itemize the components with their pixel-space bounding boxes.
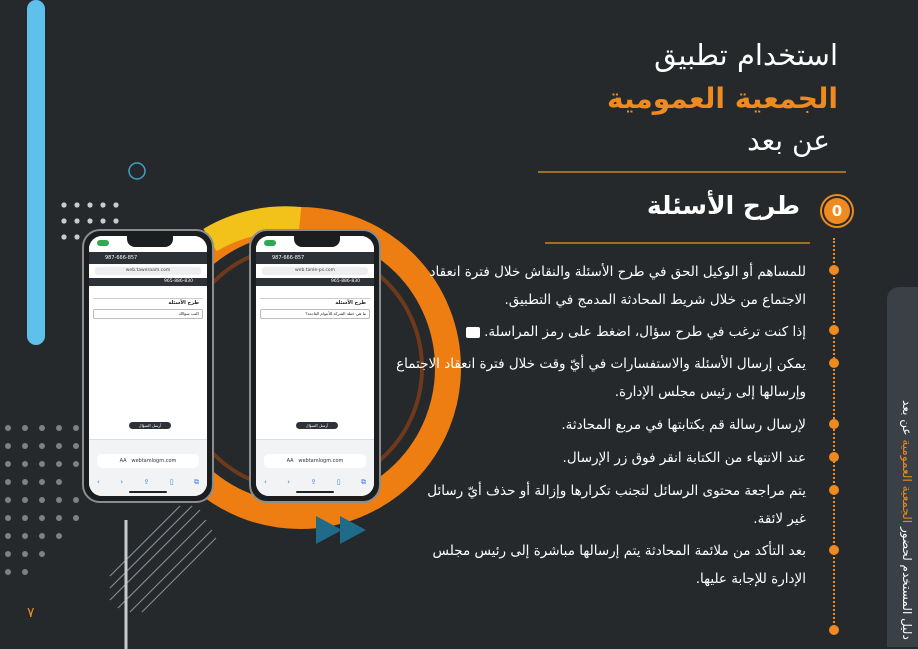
text-size-label[interactable]: AA (119, 458, 127, 464)
browser-nav (97, 478, 199, 486)
url-bar[interactable]: web.tanle-ps.com (262, 267, 368, 275)
url-bar[interactable]: web.taweraam.com (95, 267, 201, 275)
back-icon[interactable]: ‹ (264, 478, 267, 486)
tabs-icon[interactable]: ⧉ (193, 478, 199, 486)
bullet-text: لإرسال رسالة قم بكتابتها في مربع المحادثة. (561, 417, 806, 433)
timeline-dot (829, 358, 839, 368)
timeline-dot (829, 265, 839, 275)
address-bar[interactable] (97, 454, 199, 468)
timeline-dot (829, 625, 839, 635)
bullet-text (386, 318, 806, 346)
phone-notch (127, 236, 173, 247)
share-icon[interactable]: ⇪ (310, 478, 317, 486)
question-input[interactable]: ما هي خطة الشركة للأعوام القادمة؟ (260, 309, 370, 319)
title-line-3: عن بعد (747, 124, 830, 157)
side-label-suffix: عن بعد (900, 400, 914, 436)
bullet-text: للمساهم أو الوكيل الحق في طرح الأسئلة والنقاش خلال فترة انعقاد الاجتماع من خلال شريط المحادثة المدمج في التطبيق. (429, 264, 806, 308)
phone-mockup-right (249, 229, 381, 503)
bullet-text-content: إذا كنت ترغب في طرح سؤال، اضغط على رمز المراسلة. (484, 324, 806, 340)
bullet-text: عند الانتهاء من الكتابة انقر فوق زر الإرسال. (562, 450, 806, 466)
tabs-icon[interactable]: ⧉ (360, 478, 366, 486)
question-input[interactable]: اكتب سؤالك (93, 309, 203, 319)
bullet-text: يمكن إرسال الأسئلة والاستفسارات في أيّ وقت خلال فترة انعقاد الاجتماع وإرسالها إلى رئيس مجلس الإدارة. (396, 356, 806, 400)
questions-title: طرح الأسئلة (335, 300, 366, 306)
phone-notch (294, 236, 340, 247)
address-text: webtamlogm.com (298, 458, 344, 464)
bookmarks-icon[interactable]: ▯ (336, 478, 341, 486)
app-header: 987-666-857 (256, 252, 374, 264)
bullet-text: يتم مراجعة محتوى الرسائل لتجنب تكرارها وإزالة أو حذف أيّ رسائل غير لائقة. (427, 483, 806, 527)
page-number: ٧ (27, 605, 35, 621)
timeline-line (833, 238, 835, 630)
phone-number-bar: 965-886-830 (256, 278, 374, 286)
side-label-prefix: دليل المستخدم لحضور (900, 527, 914, 640)
home-indicator (129, 491, 167, 493)
side-label-highlight: الجمعية العمومية (900, 439, 914, 524)
timeline-dot (829, 452, 839, 462)
back-icon[interactable]: ‹ (97, 478, 100, 486)
forward-icon[interactable]: › (287, 478, 291, 486)
call-pill (97, 240, 109, 246)
phone-screen (256, 236, 374, 496)
timeline-dot (829, 419, 839, 429)
forward-icon[interactable]: › (120, 478, 124, 486)
section-title: طرح الأسئلة (646, 191, 800, 220)
bookmarks-icon[interactable]: ▯ (169, 478, 174, 486)
address-text: webtamlogm.com (131, 458, 177, 464)
bullet-text: بعد التأكد من ملائمة المحادثة يتم إرسالها مباشرة إلى رئيس مجلس الإدارة للإجابة عليها. (432, 543, 806, 587)
home-indicator (296, 491, 334, 493)
timeline-dot (829, 325, 839, 335)
timeline-dot (829, 545, 839, 555)
app-tabs[interactable] (260, 290, 370, 299)
browser-toolbar (89, 439, 207, 496)
phone-number-bar: 965-886-830 (89, 278, 207, 286)
questions-title: طرح الأسئلة (168, 300, 199, 306)
app-header: 987-666-857 (89, 252, 207, 264)
browser-toolbar (256, 439, 374, 496)
timeline-dot (829, 485, 839, 495)
phone-mockup-left (82, 229, 214, 503)
browser-nav (264, 478, 366, 486)
address-bar[interactable] (264, 454, 366, 468)
share-icon[interactable]: ⇪ (143, 478, 150, 486)
message-bubble-icon (466, 327, 480, 338)
phone-screen (89, 236, 207, 496)
title-line-2: الجمعية العمومية (606, 82, 838, 115)
side-tab-label (890, 300, 914, 640)
section-number-badge: 0 (824, 198, 850, 224)
send-button[interactable]: أرسل السؤال (296, 422, 338, 429)
call-pill (264, 240, 276, 246)
title-line-1: استخدام تطبيق (654, 38, 838, 72)
send-button[interactable]: أرسل السؤال (129, 422, 171, 429)
text-size-label[interactable]: AA (286, 458, 294, 464)
app-tabs[interactable] (93, 290, 203, 299)
